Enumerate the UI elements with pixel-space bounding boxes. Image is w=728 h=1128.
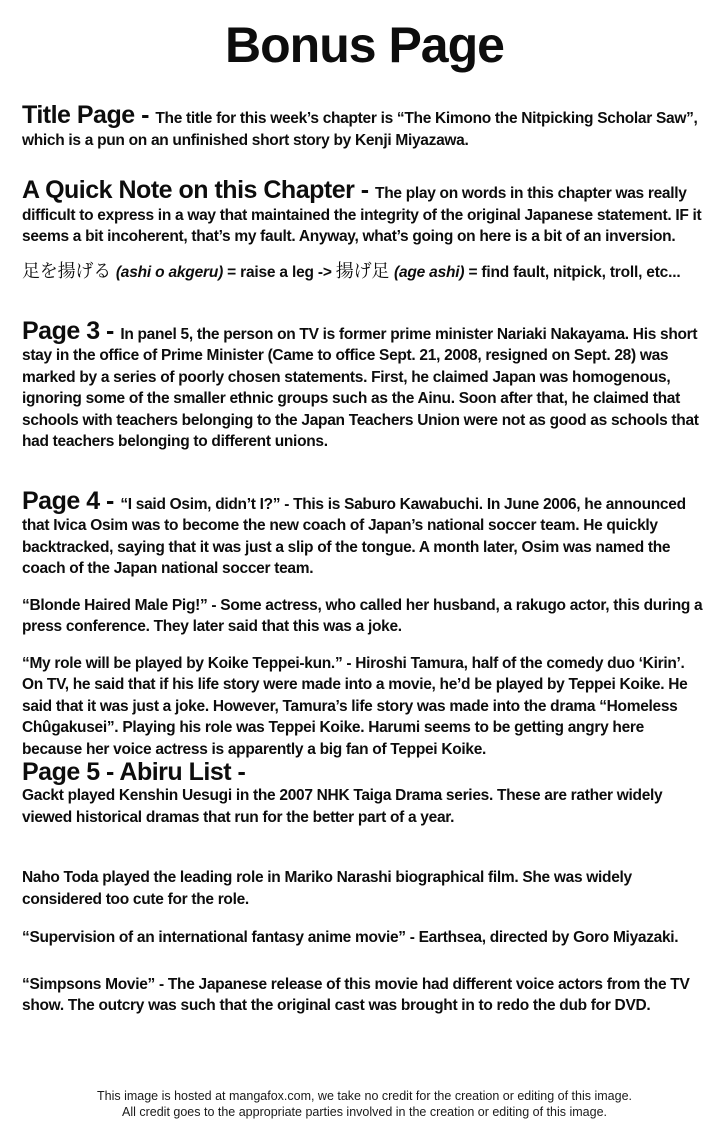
section-title-page bbox=[22, 103, 707, 151]
wordplay-japanese-phrase-2: 揚げ足 bbox=[335, 260, 394, 281]
page5-heading: Page 5 - Abiru List - bbox=[22, 758, 246, 786]
page5-note-1: Gackt played Kenshin Uesugi in the 2007 NHK Taiga Drama series. These are rather widely viewed historical dramas that run for the better part of a year. bbox=[22, 787, 663, 826]
wordplay-romaji-1: (ashi o akgeru) bbox=[115, 263, 224, 281]
page3-heading: Page 3 - bbox=[22, 316, 121, 345]
wordplay-japanese-phrase: 足を揚げる bbox=[22, 260, 116, 281]
disclaimer-line-1: This image is hosted at mangafox.com, we take no credit for the creation or editing of this image. bbox=[97, 1089, 632, 1103]
page4-note-2: “Blonde Haired Male Pig!” - Some actress, who called her husband, a rakugo actor, this during a press conference. They later said that this was a joke. bbox=[22, 596, 703, 635]
page5-note-4: “Simpsons Movie” - The Japanese release of this movie had different voice actors from the TV show. The outcry was such that the original cast was brought in to redo the dub for DVD. bbox=[22, 975, 690, 1014]
title-page-heading: Title Page - bbox=[22, 101, 156, 129]
disclaimer-line-2: All credit goes to the appropriate parties involved in the creation or editing of this image. bbox=[122, 1105, 607, 1119]
wordplay-translation-2: = find fault, nitpick, troll, etc... bbox=[464, 263, 681, 281]
section-quick-note bbox=[22, 178, 707, 248]
quick-note-body: The play on words in this chapter was really difficult to express in a way that maintained the integrity of the original Japanese statement. IF it seems a bit incoherent, that’s my fault. Anyway, what’s going on here is a bit of an inversion. bbox=[22, 185, 702, 245]
wordplay-translation-1: = raise a leg -> bbox=[223, 263, 336, 281]
quick-note-heading: A Quick Note on this Chapter - bbox=[22, 176, 376, 204]
page4-note-3: “My role will be played by Koike Teppei-kun.” - Hiroshi Tamura, half of the comedy duo ‘Kirin’. On TV, he said that if his life story were made into a movie, he’d be played by Teppei Koike. He said that it was just a joke. However, Tamura’s life story was made into the drama “Homeless Chûgakusei”. Playing his role was Teppei Koike. Harumi seems to be getting angry here because her voice actress is apparently a big fan of Teppei Koike. bbox=[22, 654, 688, 758]
page5-note-3: “Supervision of an international fantasy anime movie” - Earthsea, directed by Goro Miyazaki. bbox=[22, 929, 679, 946]
page3-body: In panel 5, the person on TV is former prime minister Nariaki Nakayama. His short stay in the office of Prime Minister (Came to office Sept. 21, 2008, resigned on Sept. 28) was marked by a series of poorly chosen statements. First, he claimed Japan was homogenous, ignoring some of the smaller ethnic groups such as the Ainu. Soon after that, he claimed that schools with teachers belonging to the Japan Teachers Union were not as good as schools that had teachers belonging to different unions. bbox=[22, 325, 699, 450]
page5-note-2: Naho Toda played the leading role in Mariko Narashi biographical film. She was widely considered too cute for the role. bbox=[22, 869, 632, 908]
wordplay-note bbox=[22, 260, 707, 284]
wordplay-romaji-2: (age ashi) bbox=[393, 263, 465, 281]
hosting-disclaimer bbox=[22, 1088, 707, 1120]
section-page3 bbox=[22, 316, 707, 453]
page-title: Bonus Page bbox=[225, 17, 504, 73]
title-page-body: The title for this week’s chapter is “The Kimono the Nitpicking Scholar Saw”, which is a pun on an unfinished short story by Kenji Miyazawa. bbox=[22, 110, 698, 149]
page4-heading: Page 4 - bbox=[22, 486, 121, 515]
page4-note-1: “I said Osim, didn’t I?” - This is Saburo Kawabuchi. In June 2006, he announced that Ivica Osim was to become the new coach of Japan’s national soccer team. He quickly backtracked, saying that it was just a slip of the tongue. A month later, Osim was named the coach of the Japan national soccer team. bbox=[22, 495, 686, 577]
section-page4 bbox=[22, 486, 707, 580]
